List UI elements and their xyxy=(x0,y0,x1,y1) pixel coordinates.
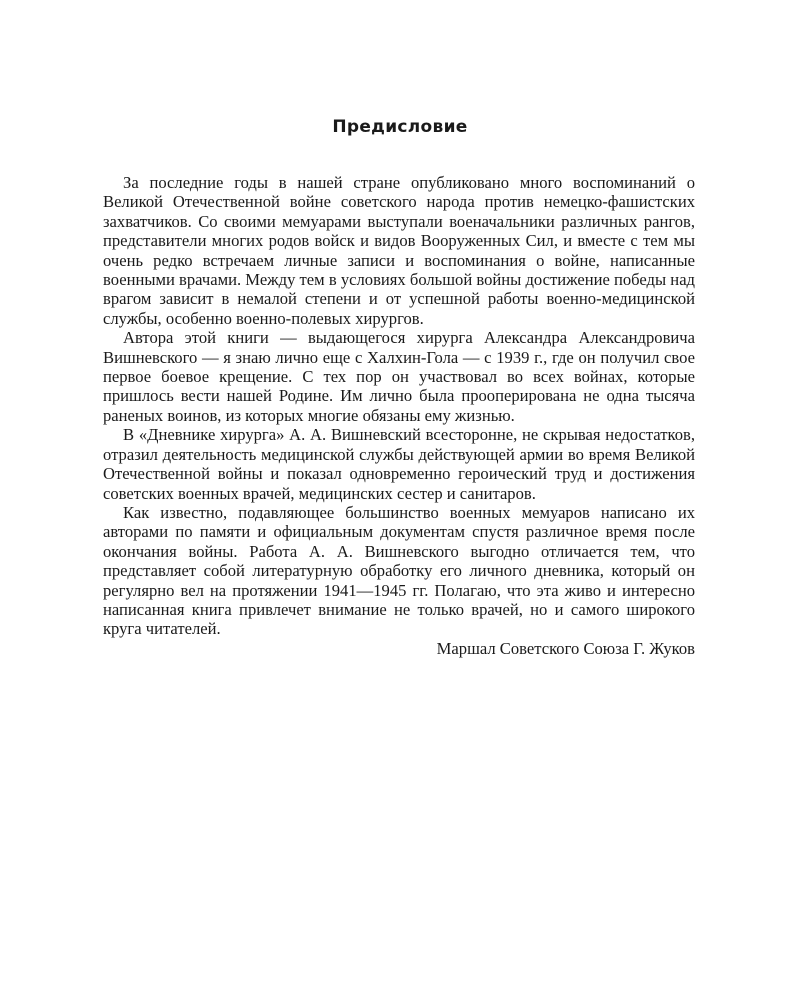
foreword-body xyxy=(103,173,695,658)
page-title: Предисловие xyxy=(332,117,468,137)
paragraph-4: Как известно, подавляющее большинство военных мемуаров написано их авторами по памяти и официальным документам спустя различное время после окончания войны. Работа А. А. Вишневского выгодно отличается тем, что представляет собой литературную обработку его личного дневника, который он регулярно вел на протяжении 1941—1945 гг. Полагаю, что эта живо и интересно написанная книга привлечет внимание не только врачей, но и самого широкого круга читателей. xyxy=(103,502,695,639)
paragraph-2: Автора этой книги — выдающегося хирурга Александра Александровича Вишневского — я знаю лично еще с Халхин-Гола — с 1939 г., где он получил свое первое боевое крещение. С тех пор он участвовал во всех войнах, которые пришлось вести нашей Родине. Им лично была прооперирована не одна тысяча раненых воинов, из которых многие обязаны ему жизнью. xyxy=(103,328,695,425)
paragraph-3: В «Дневнике хирурга» А. А. Вишневский всесторонне, не скрывая недостатков, отразил деятельность медицинской службы действующей армии во время Великой Отечественной войны и показал одновременно героический труд и достижения советских военных врачей, медицинских сестер и санитаров. xyxy=(103,425,695,503)
paragraph-1: За последние годы в нашей стране опубликовано много воспоминаний о Великой Отечественной войне советского народа против немецко-фашистских захватчиков. Со своими мемуарами выступали военачальники различных рангов, представители многих родов войск и видов Вооруженных Сил, и вместе с тем мы очень редко встречаем личные записи и воспоминания о войне, написанные военными врачами. Между тем в условиях большой войны достижение победы над врагом зависит в немалой степени и от успешной работы военно-медицинской службы, особенно военно-полевых хирургов. xyxy=(103,173,695,328)
author-signature: Маршал Советского Союза Г. Жуков xyxy=(436,638,695,658)
